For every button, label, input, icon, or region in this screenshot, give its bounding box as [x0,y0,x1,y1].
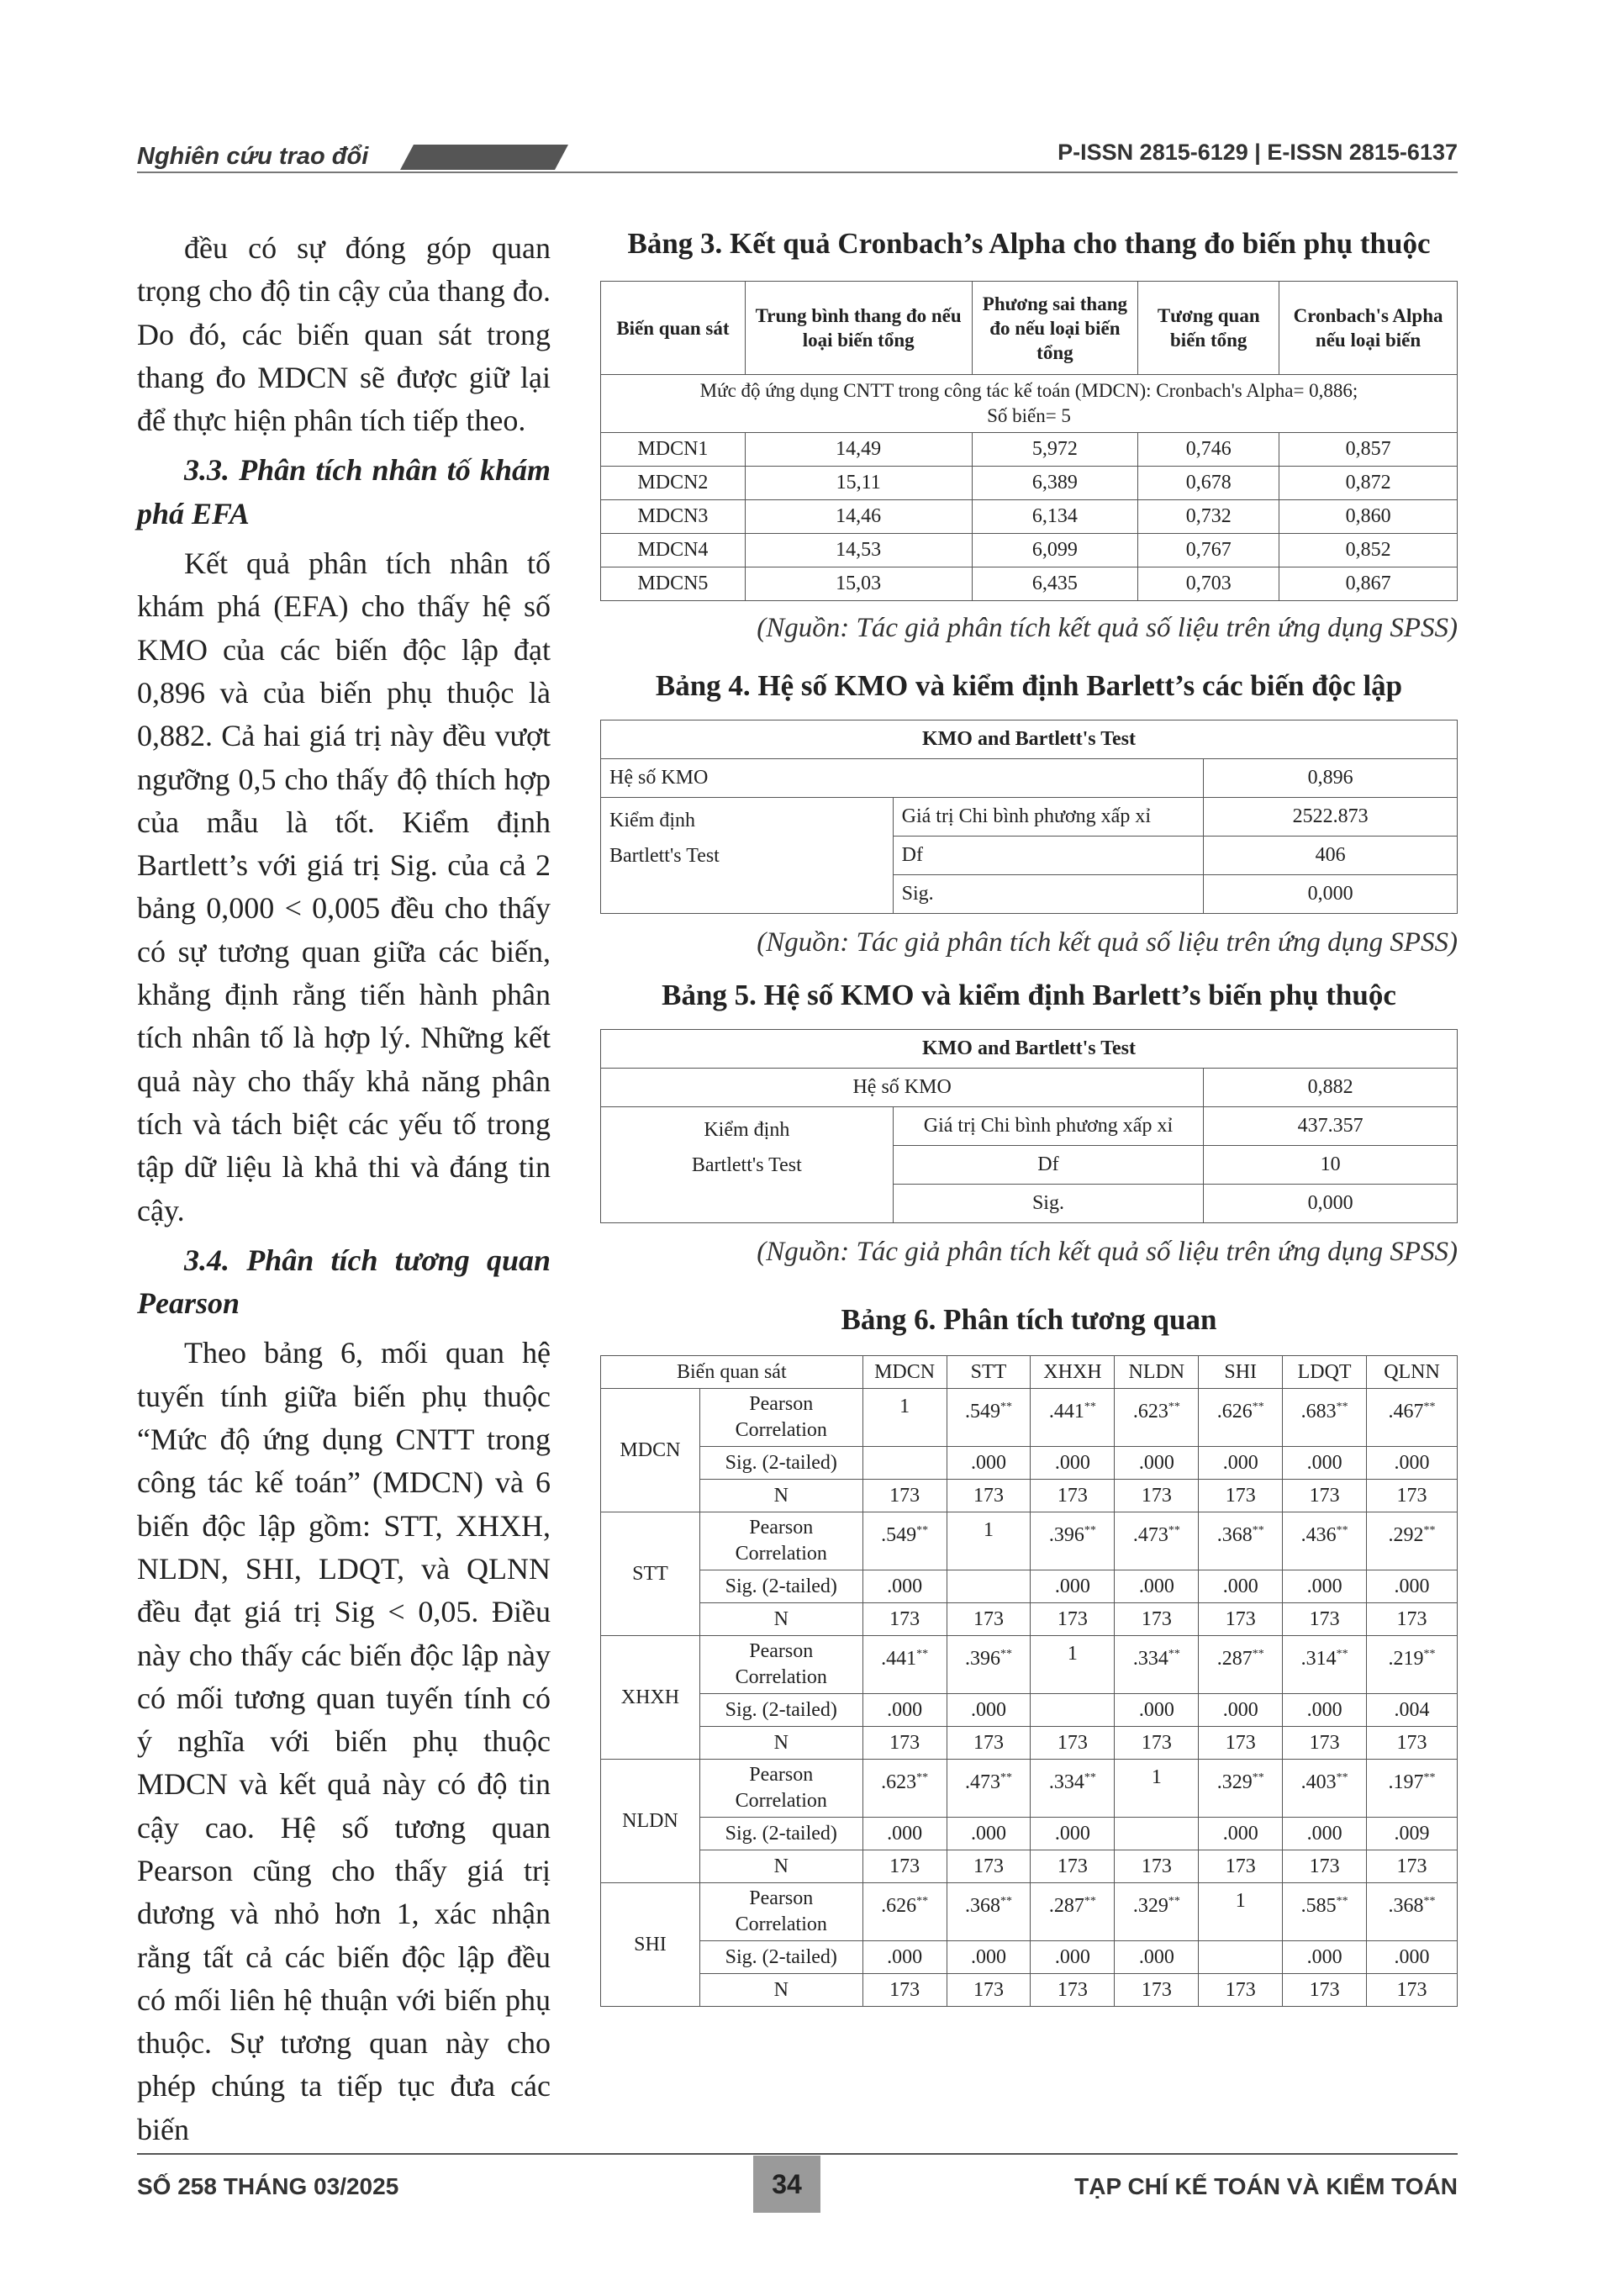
table-6-column-header: STT [947,1356,1031,1389]
table-row [601,1570,1458,1603]
significance-marker: ** [1000,1895,1012,1908]
table-row [601,433,1458,467]
table-4-head: KMO and Bartlett's Test [601,720,1458,759]
table-6 [600,1355,1458,2007]
table-6-stat-label: Pearson Correlation [699,1636,862,1694]
table-6-column-header: SHI [1199,1356,1283,1389]
table-6-stat-label: N [699,1727,862,1760]
table-6-cell: 1 [1031,1636,1115,1694]
significance-marker: ** [1336,1895,1348,1908]
correlation-value: .623 [1132,1401,1168,1422]
chi-square-value: 437.357 [1204,1107,1458,1146]
table-6-cell [947,1636,1031,1694]
correlation-value: .467 [1388,1401,1424,1422]
table-6-cell: 173 [1367,1480,1458,1512]
table-6-column-header: LDQT [1283,1356,1367,1389]
table-6-cell: 1 [862,1389,947,1447]
table-5 [600,1029,1458,1223]
table-6-cell [1283,1389,1367,1447]
table-6-cell: .000 [1031,1570,1115,1603]
significance-marker: ** [1000,1401,1012,1413]
bartlett-label-line-2: Bartlett's Test [609,845,720,867]
correlation-value: .473 [1132,1524,1168,1546]
table-6-cell: .009 [1367,1818,1458,1850]
correlation-value: .219 [1388,1648,1424,1670]
table-6-stat-label: Sig. (2-tailed) [699,1570,862,1603]
table-6-cell: 173 [1199,1727,1283,1760]
kmo-value: 0,896 [1204,759,1458,798]
correlation-value: .549 [965,1401,1000,1422]
table-6-cell: .000 [862,1941,947,1974]
significance-marker: ** [1336,1401,1348,1413]
table-cell: 6,435 [972,567,1138,601]
bartlett-label [601,1107,894,1223]
correlation-value: .623 [881,1771,917,1793]
table-row [601,467,1458,500]
table-6-cell: .000 [1283,1941,1367,1974]
table-6-cell-empty [1115,1818,1199,1850]
chi-square-label: Giá trị Chi bình phương xấp xỉ [893,1107,1204,1146]
table-6-stat-label: Sig. (2-tailed) [699,1694,862,1727]
table-row [601,534,1458,567]
significance-marker: ** [1252,1401,1264,1413]
table-6-corner: Biến quan sát [601,1356,863,1389]
significance-marker: ** [1336,1524,1348,1537]
table-6-group-label: STT [601,1512,700,1636]
table-row [601,500,1458,534]
table-6-cell [1115,1389,1199,1447]
table-6-cell [1283,1883,1367,1941]
sig-label: Sig. [893,875,1204,914]
correlation-value: .403 [1300,1771,1337,1793]
paragraph-3: Theo bảng 6, mối quan hệ tuyến tính giữa biến phụ thuộc “Mức độ ứng dụng CNTT trong công tác kế toán” (MDCN) và 6 biến độc lập gồm: STT, XHXH, NLDN, SHI, LDQT, và QLNN đều đạt giá trị Sig < 0,05. Điều này cho thấy các biến độc lập này có mối tương quan tuyến tính có ý nghĩa với biến phụ thuộc MDCN và kết quả này có độ tin cậy cao. Hệ số tương quan Pearson cũng cho thấy giá trị dương và nhỏ hơn 1, xác nhận rằng tất cả các biến độc lập đều có mối liên hệ thuận với biến phụ thuộc. Sự tương quan này cho phép chúng ta tiếp tục đưa các biến [137,1336,551,2146]
table-cell: MDCN4 [601,534,746,567]
table-6-stat-label: Pearson Correlation [699,1760,862,1818]
table-6-cell [1199,1512,1283,1570]
table-6-cell: 173 [947,1727,1031,1760]
correlation-value: .197 [1388,1771,1424,1793]
chi-square-value: 2522.873 [1204,798,1458,837]
table-6-cell [1115,1512,1199,1570]
table-cell: 0,860 [1279,500,1458,534]
table-row [601,1447,1458,1480]
table-cell: 5,972 [972,433,1138,467]
table-cell: 14,46 [745,500,972,534]
footer-rule [137,2153,1458,2155]
table-4-source: (Nguồn: Tác giả phân tích kết quả số liệu trên ứng dụng SPSS) [757,927,1458,958]
correlation-value: .396 [1048,1524,1084,1546]
correlation-value: .626 [1216,1401,1253,1422]
table-6-stat-label: Sig. (2-tailed) [699,1941,862,1974]
table-5-source: (Nguồn: Tác giả phân tích kết quả số liệu trên ứng dụng SPSS) [757,1237,1458,1267]
correlation-value: .368 [1388,1895,1424,1917]
significance-marker: ** [1423,1401,1436,1413]
table-row [601,1883,1458,1941]
table-6-column-header: NLDN [1115,1356,1199,1389]
table-cell: 15,11 [745,467,972,500]
table-row [601,1636,1458,1694]
table-6-cell: 173 [1031,1974,1115,2007]
table-6-cell: .000 [862,1570,947,1603]
table-3 [600,281,1458,601]
table-cell: MDCN1 [601,433,746,467]
journal-section-title: Nghiên cứu trao đổi [137,143,369,170]
table-6-cell-empty [1199,1941,1283,1974]
table-6-cell: 173 [1283,1974,1367,2007]
table-6-title: Bảng 6. Phân tích tương quan [841,1303,1217,1336]
correlation-value: .334 [1132,1648,1168,1670]
table-6-cell: .000 [1031,1941,1115,1974]
table-row [601,1760,1458,1818]
table-cell: 14,49 [745,433,972,467]
table-6-cell: 173 [1283,1480,1367,1512]
table-cell: 0,857 [1279,433,1458,467]
table-6-cell: 173 [1115,1480,1199,1512]
table-3-note-line-2: Số biến= 5 [987,405,1071,426]
significance-marker: ** [1168,1524,1180,1537]
table-row [601,1480,1458,1512]
table-6-cell: 173 [947,1603,1031,1636]
table-cell: 0,703 [1138,567,1279,601]
correlation-value: .441 [881,1648,917,1670]
table-6-cell: .000 [1283,1570,1367,1603]
bartlett-label [601,798,894,914]
table-6-group-label: MDCN [601,1389,700,1512]
table-3-source: (Nguồn: Tác giả phân tích kết quả số liệu trên ứng dụng SPSS) [757,613,1458,643]
table-row [601,1727,1458,1760]
table-6-cell [1031,1883,1115,1941]
significance-marker: ** [1423,1524,1436,1537]
kmo-value: 0,882 [1204,1069,1458,1107]
correlation-value: .334 [1048,1771,1084,1793]
table-6-cell: 1 [1115,1760,1199,1818]
table-6-cell: 173 [947,1974,1031,2007]
df-value: 10 [1204,1146,1458,1185]
significance-marker: ** [1168,1648,1180,1660]
significance-marker: ** [916,1524,929,1537]
table-6-cell [1367,1389,1458,1447]
correlation-value: .436 [1300,1524,1337,1546]
correlation-value: .368 [965,1895,1000,1917]
table-row [601,1512,1458,1570]
table-6-cell: .000 [1115,1447,1199,1480]
significance-marker: ** [1084,1895,1096,1908]
significance-marker: ** [1423,1895,1436,1908]
table-6-cell: .000 [947,1694,1031,1727]
table-3-note [601,375,1458,433]
table-3-note-line-1: Mức độ ứng dụng CNTT trong công tác kế toán (MDCN): Cronbach's Alpha= 0,886; [699,380,1358,401]
table-6-cell [1199,1760,1283,1818]
table-6-cell: 173 [1283,1850,1367,1883]
table-6-cell [1115,1883,1199,1941]
table-6-cell [862,1636,947,1694]
table-6-cell: 1 [947,1512,1031,1570]
table-6-column-header: XHXH [1031,1356,1115,1389]
table-cell: 0,678 [1138,467,1279,500]
table-6-cell-empty [1031,1694,1115,1727]
correlation-value: .473 [965,1771,1000,1793]
table-6-cell: 173 [1199,1603,1283,1636]
table-6-cell: .000 [1283,1818,1367,1850]
table-6-cell [1031,1389,1115,1447]
table-row [601,567,1458,601]
table-6-stat-label: Sig. (2-tailed) [699,1447,862,1480]
table-6-column-header: MDCN [862,1356,947,1389]
table-6-cell [1367,1636,1458,1694]
table-6-cell: 173 [1199,1974,1283,2007]
sig-value: 0,000 [1204,875,1458,914]
right-column [600,227,1458,2007]
correlation-value: .287 [1048,1895,1084,1917]
table-row [601,1974,1458,2007]
table-cell: 0,767 [1138,534,1279,567]
table-6-cell [1031,1512,1115,1570]
table-6-cell: 173 [1115,1850,1199,1883]
table-6-cell: .000 [947,1941,1031,1974]
table-6-cell-empty [947,1570,1031,1603]
significance-marker: ** [1423,1771,1436,1784]
paragraph-2: Kết quả phân tích nhân tố khám phá (EFA) cho thấy hệ số KMO của các biến độc lập đạt 0,896 và của biến phụ thuộc là 0,882. Cả hai giá trị này đều vượt ngưỡng 0,5 cho thấy độ thích hợp của mẫu là tốt. Kiểm định Bartlett’s với giá trị Sig. của cả 2 bảng 0,000 < 0,005 đều cho thấy có sự tương quan giữa các biến, khẳng định rằng tiến hành phân tích nhân tố là hợp lý. Những kết quả này cho thấy khả năng phân tích và tách biệt các yếu tố trong tập dữ liệu là khả thi và đáng tin cậy. [137,546,551,1227]
table-6-cell: 173 [1367,1603,1458,1636]
correlation-value: .549 [881,1524,917,1546]
table-6-cell: 173 [862,1850,947,1883]
table-6-cell [1367,1512,1458,1570]
significance-marker: ** [1084,1771,1096,1784]
significance-marker: ** [1423,1648,1436,1660]
table-6-cell: 173 [862,1727,947,1760]
table-row [601,1850,1458,1883]
correlation-value: .585 [1300,1895,1337,1917]
table-cell: 6,099 [972,534,1138,567]
table-6-cell: 1 [1199,1883,1283,1941]
table-6-cell-empty [862,1447,947,1480]
table-6-cell: 173 [1031,1850,1115,1883]
significance-marker: ** [916,1895,929,1908]
significance-marker: ** [1252,1648,1264,1660]
table-6-cell: 173 [1031,1480,1115,1512]
table-6-cell [1283,1636,1367,1694]
table-6-cell: .000 [1283,1694,1367,1727]
issue-label: SỐ 258 THÁNG 03/2025 [137,2173,399,2199]
significance-marker: ** [916,1648,929,1660]
significance-marker: ** [1336,1648,1348,1660]
header-rule [137,172,1458,173]
table-6-cell: 173 [1115,1974,1199,2007]
table-6-cell: .004 [1367,1694,1458,1727]
significance-marker: ** [1252,1524,1264,1537]
table-6-cell [862,1883,947,1941]
table-6-cell: 173 [1115,1727,1199,1760]
significance-marker: ** [1168,1895,1180,1908]
table-6-stat-label: N [699,1603,862,1636]
table-3-title: Bảng 3. Kết quả Cronbach’s Alpha cho thang đo biến phụ thuộc [627,227,1431,260]
table-6-cell: .000 [1199,1818,1283,1850]
table-cell: 14,53 [745,534,972,567]
page-number: 34 [753,2156,820,2213]
table-6-cell [1199,1389,1283,1447]
table-6-cell [947,1389,1031,1447]
significance-marker: ** [1084,1524,1096,1537]
table-6-group-label: SHI [601,1883,700,2007]
table-cell: 0,746 [1138,433,1279,467]
table-5-head: KMO and Bartlett's Test [601,1030,1458,1069]
kmo-label: Hệ số KMO [601,759,1204,798]
table-6-cell: .000 [1031,1818,1115,1850]
table-6-cell [862,1512,947,1570]
correlation-value: .626 [881,1895,917,1917]
table-6-cell [1031,1760,1115,1818]
significance-marker: ** [1000,1648,1012,1660]
table-cell: MDCN5 [601,567,746,601]
table-6-cell: .000 [947,1818,1031,1850]
table-6-cell: .000 [1115,1570,1199,1603]
section-heading-3-4: 3.4. Phân tích tương quan Pearson [137,1243,551,1321]
kmo-label: Hệ số KMO [601,1069,1204,1107]
table-6-cell: .000 [1115,1941,1199,1974]
table-6-stat-label: Pearson Correlation [699,1389,862,1447]
table-3-header: Cronbach's Alpha nếu loại biến [1279,282,1458,375]
table-cell: MDCN2 [601,467,746,500]
table-cell: 0,732 [1138,500,1279,534]
sig-value: 0,000 [1204,1185,1458,1223]
table-row [601,1941,1458,1974]
table-6-cell: 173 [1115,1603,1199,1636]
table-6-cell: .000 [1199,1694,1283,1727]
correlation-value: .683 [1300,1401,1337,1422]
table-4-title: Bảng 4. Hệ số KMO và kiểm định Barlett’s các biến độc lập [655,669,1403,702]
df-label: Df [893,1146,1204,1185]
table-6-group-label: XHXH [601,1636,700,1760]
table-6-stat-label: Sig. (2-tailed) [699,1818,862,1850]
table-cell: MDCN3 [601,500,746,534]
table-6-cell: .000 [947,1447,1031,1480]
table-6-cell [1283,1760,1367,1818]
table-6-cell [862,1760,947,1818]
table-4 [600,720,1458,914]
table-6-stat-label: N [699,1480,862,1512]
section-heading-3-3: 3.3. Phân tích nhân tố khám phá EFA [137,453,551,530]
journal-name: TẠP CHÍ KẾ TOÁN VÀ KIỂM TOÁN [1074,2173,1458,2199]
table-6-cell: 173 [1199,1850,1283,1883]
issn-label: P-ISSN 2815-6129 | E-ISSN 2815-6137 [1058,140,1458,165]
df-label: Df [893,837,1204,875]
table-6-cell: 173 [1031,1603,1115,1636]
table-3-header: Trung bình thang đo nếu loại biến tổng [745,282,972,375]
table-row [601,1818,1458,1850]
table-cell: 6,389 [972,467,1138,500]
significance-marker: ** [1252,1771,1264,1784]
table-6-cell: 173 [947,1850,1031,1883]
table-6-cell [1283,1512,1367,1570]
table-6-cell: .000 [862,1694,947,1727]
table-6-cell: 173 [1283,1603,1367,1636]
table-5-title: Bảng 5. Hệ số KMO và kiểm định Barlett’s biến phụ thuộc [662,979,1396,1011]
table-6-cell [1115,1636,1199,1694]
sig-label: Sig. [893,1185,1204,1223]
table-6-cell [947,1760,1031,1818]
table-6-cell: 173 [862,1480,947,1512]
chi-square-label: Giá trị Chi bình phương xấp xỉ [893,798,1204,837]
table-6-cell: 173 [1199,1480,1283,1512]
table-cell: 6,134 [972,500,1138,534]
table-6-cell: .000 [1367,1941,1458,1974]
bartlett-label-line-2: Bartlett's Test [691,1154,802,1176]
header-decoration-bar [400,145,568,170]
table-3-header: Biến quan sát [601,282,746,375]
significance-marker: ** [916,1771,929,1784]
bartlett-label-line-1: Kiểm định [609,810,695,831]
table-6-stat-label: N [699,1850,862,1883]
table-6-cell [1367,1883,1458,1941]
table-6-cell: 173 [862,1603,947,1636]
table-6-cell [947,1883,1031,1941]
table-6-cell: 173 [1367,1850,1458,1883]
table-3-header: Tương quan biến tổng [1138,282,1279,375]
table-6-cell: .000 [862,1818,947,1850]
table-6-cell: 173 [947,1480,1031,1512]
correlation-value: .441 [1048,1401,1084,1422]
significance-marker: ** [1000,1771,1012,1784]
correlation-value: .329 [1132,1895,1168,1917]
table-cell: 0,852 [1279,534,1458,567]
table-row [601,1389,1458,1447]
table-6-cell: .000 [1115,1694,1199,1727]
table-row [601,1694,1458,1727]
correlation-value: .314 [1300,1648,1337,1670]
table-6-cell: 173 [1283,1727,1367,1760]
correlation-value: .287 [1216,1648,1253,1670]
table-6-cell: 173 [1031,1727,1115,1760]
correlation-value: .292 [1388,1524,1424,1546]
table-6-cell: .000 [1031,1447,1115,1480]
correlation-value: .368 [1216,1524,1253,1546]
table-6-stat-label: Pearson Correlation [699,1512,862,1570]
table-6-cell: 173 [1367,1727,1458,1760]
table-6-cell: .000 [1367,1570,1458,1603]
table-6-cell: .000 [1283,1447,1367,1480]
table-6-stat-label: N [699,1974,862,2007]
significance-marker: ** [1336,1771,1348,1784]
table-6-column-header: QLNN [1367,1356,1458,1389]
table-3-header: Phương sai thang đo nếu loại biến tổng [972,282,1138,375]
paragraph-1: đều có sự đóng góp quan trọng cho độ tin cậy của thang đo. Do đó, các biến quan sát trong thang đo MDCN sẽ được giữ lại để thực hiện phân tích tiếp theo. [137,231,551,438]
significance-marker: ** [1084,1401,1096,1413]
significance-marker: ** [1168,1401,1180,1413]
table-6-cell [1367,1760,1458,1818]
table-cell: 0,867 [1279,567,1458,601]
bartlett-label-line-1: Kiểm định [704,1119,790,1141]
df-value: 406 [1204,837,1458,875]
correlation-value: .396 [965,1648,1000,1670]
table-6-group-label: NLDN [601,1760,700,1883]
table-6-stat-label: Pearson Correlation [699,1883,862,1941]
table-6-cell: 173 [862,1974,947,2007]
table-6-cell: .000 [1199,1570,1283,1603]
correlation-value: .329 [1216,1771,1253,1793]
table-cell: 15,03 [745,567,972,601]
table-6-cell: 173 [1367,1974,1458,2007]
table-row [601,1603,1458,1636]
table-6-cell [1199,1636,1283,1694]
table-6-cell: .000 [1367,1447,1458,1480]
table-6-cell: .000 [1199,1447,1283,1480]
table-6-body [601,1389,1458,2007]
left-column [137,227,551,2151]
table-cell: 0,872 [1279,467,1458,500]
